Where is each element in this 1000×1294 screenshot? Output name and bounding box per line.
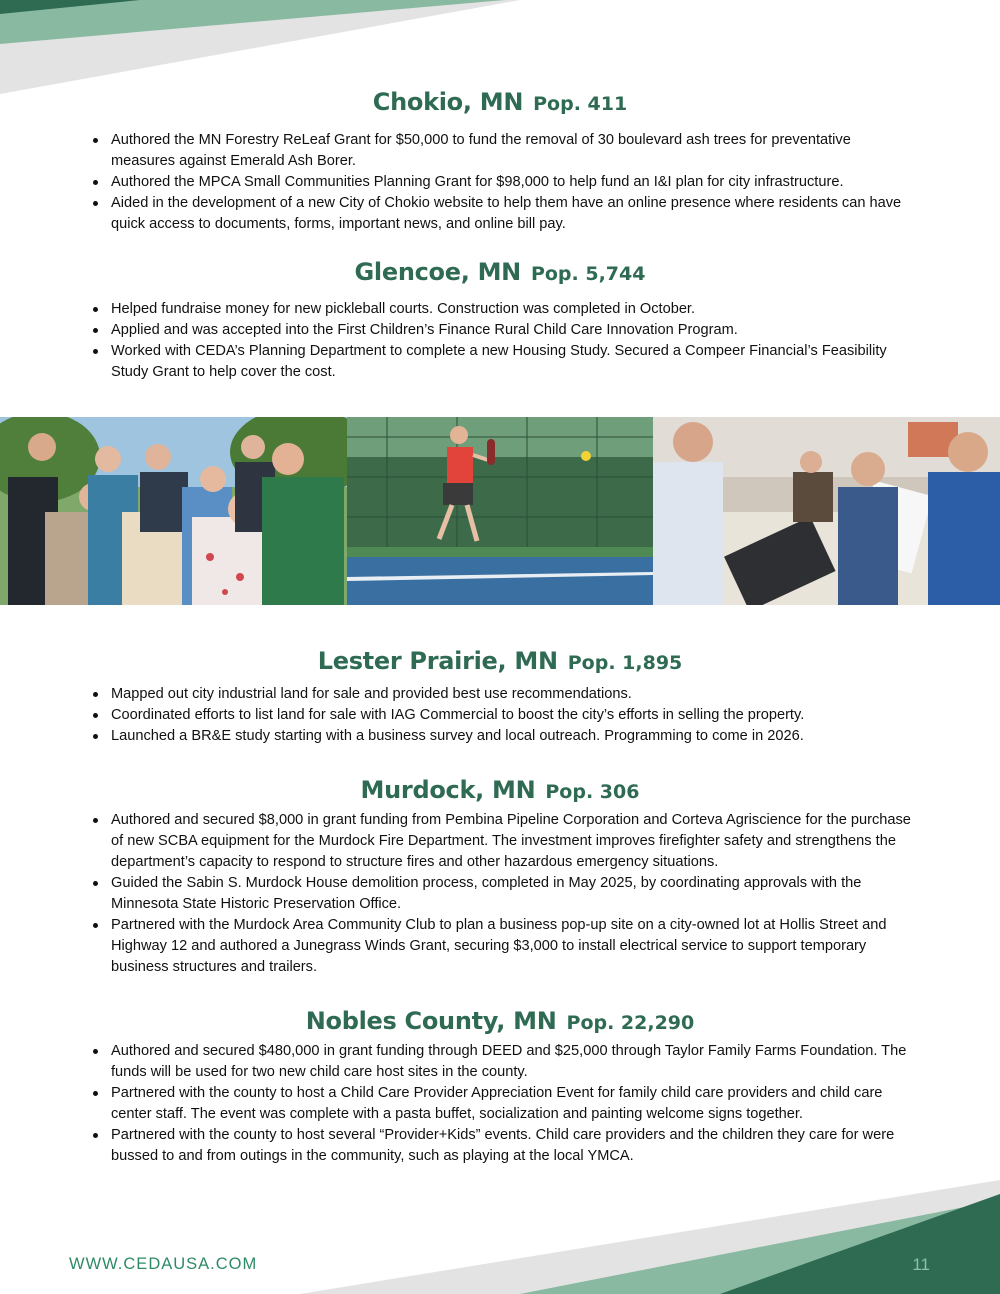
- list-item: Authored the MPCA Small Communities Planning Grant for $98,000 to help fund an I&I plan for city infrastructure.: [93, 172, 913, 193]
- footer-website-link[interactable]: WWW.CEDAUSA.COM: [69, 1255, 258, 1273]
- list-item: Worked with CEDA’s Planning Department to complete a new Housing Study. Secured a Compeer Financial’s Feasibility Study Grant to help cover the cost.: [93, 341, 913, 383]
- city-name: Nobles County, MN: [305, 1007, 557, 1035]
- section-chokio: [0, 88, 1000, 117]
- list-item: Mapped out city industrial land for sale and provided best use recommendations.: [93, 684, 913, 705]
- city-name: Glencoe, MN: [354, 258, 521, 286]
- meeting-photo: [653, 417, 1000, 605]
- bottom-decoration: [0, 1170, 1000, 1294]
- section-heading: [0, 776, 1000, 805]
- bullet-list-murdock: [93, 810, 913, 978]
- list-item: Authored and secured $8,000 in grant funding from Pembina Pipeline Corporation and Corteva Agriscience for the purchase of new SCBA equipment for the Murdock Fire Department. The investment improves firefighter safety and strengthens the department’s capacity to respond to structure fires and other hazardous emergency situations.: [93, 810, 913, 873]
- page-number: 11: [912, 1255, 930, 1274]
- list-item: Authored the MN Forestry ReLeaf Grant for $50,000 to fund the removal of 30 boulevard ash trees for preventative measures against Emerald Ash Borer.: [93, 130, 913, 172]
- bullet-list-glencoe: [93, 299, 913, 383]
- city-name: Murdock, MN: [360, 776, 536, 804]
- city-name: Chokio, MN: [372, 88, 524, 116]
- section-murdock: [0, 776, 1000, 805]
- list-item: Guided the Sabin S. Murdock House demolition process, completed in May 2025, by coordinating approvals with the Minnesota State Historic Preservation Office.: [93, 873, 913, 915]
- list-item: Partnered with the county to host several “Provider+Kids” events. Child care providers and the children they care for were bussed to and from outings in the community, such as playing at the local YMCA.: [93, 1125, 913, 1167]
- group-photo: [0, 417, 347, 605]
- population: Pop. 306: [545, 781, 640, 803]
- population: Pop. 411: [533, 93, 628, 115]
- population: Pop. 22,290: [566, 1012, 695, 1034]
- list-item: Coordinated efforts to list land for sale with IAG Commercial to boost the city’s efforts in selling the property.: [93, 705, 913, 726]
- top-decoration: [0, 0, 1000, 100]
- list-item: Partnered with the Murdock Area Community Club to plan a business pop-up site on a city-owned lot at Hollis Street and Highway 12 and authored a Junegrass Winds Grant, securing $3,000 to install electrical service to support temporary business structures and trailers.: [93, 915, 913, 978]
- population: Pop. 1,895: [567, 652, 683, 674]
- list-item: Helped fundraise money for new pickleball courts. Construction was completed in October.: [93, 299, 913, 320]
- pickleball-photo: [347, 417, 653, 605]
- population: Pop. 5,744: [530, 263, 646, 285]
- list-item: Authored and secured $480,000 in grant funding through DEED and $25,000 through Taylor Family Farms Foundation. The funds will be used for two new child care host sites in the county.: [93, 1041, 913, 1083]
- list-item: Launched a BR&E study starting with a business survey and local outreach. Programming to come in 2026.: [93, 726, 913, 747]
- bullet-list-lester-prairie: [93, 684, 913, 747]
- bullet-list-chokio: [93, 130, 913, 235]
- list-item: Applied and was accepted into the First Children’s Finance Rural Child Care Innovation Program.: [93, 320, 913, 341]
- photo-strip: [0, 417, 1000, 605]
- section-heading: [0, 258, 1000, 287]
- list-item: Partnered with the county to host a Child Care Provider Appreciation Event for family child care providers and child care center staff. The event was complete with a pasta buffet, socialization and painting welcome signs together.: [93, 1083, 913, 1125]
- section-heading: [0, 1007, 1000, 1036]
- section-glencoe: [0, 258, 1000, 287]
- list-item: Aided in the development of a new City of Chokio website to help them have an online presence where residents can have quick access to documents, forms, important news, and online bill pay.: [93, 193, 913, 235]
- section-nobles-county: [0, 1007, 1000, 1036]
- section-heading: [0, 88, 1000, 117]
- city-name: Lester Prairie, MN: [317, 647, 558, 675]
- section-heading: [0, 647, 1000, 676]
- section-lester-prairie: [0, 647, 1000, 676]
- bullet-list-nobles-county: [93, 1041, 913, 1167]
